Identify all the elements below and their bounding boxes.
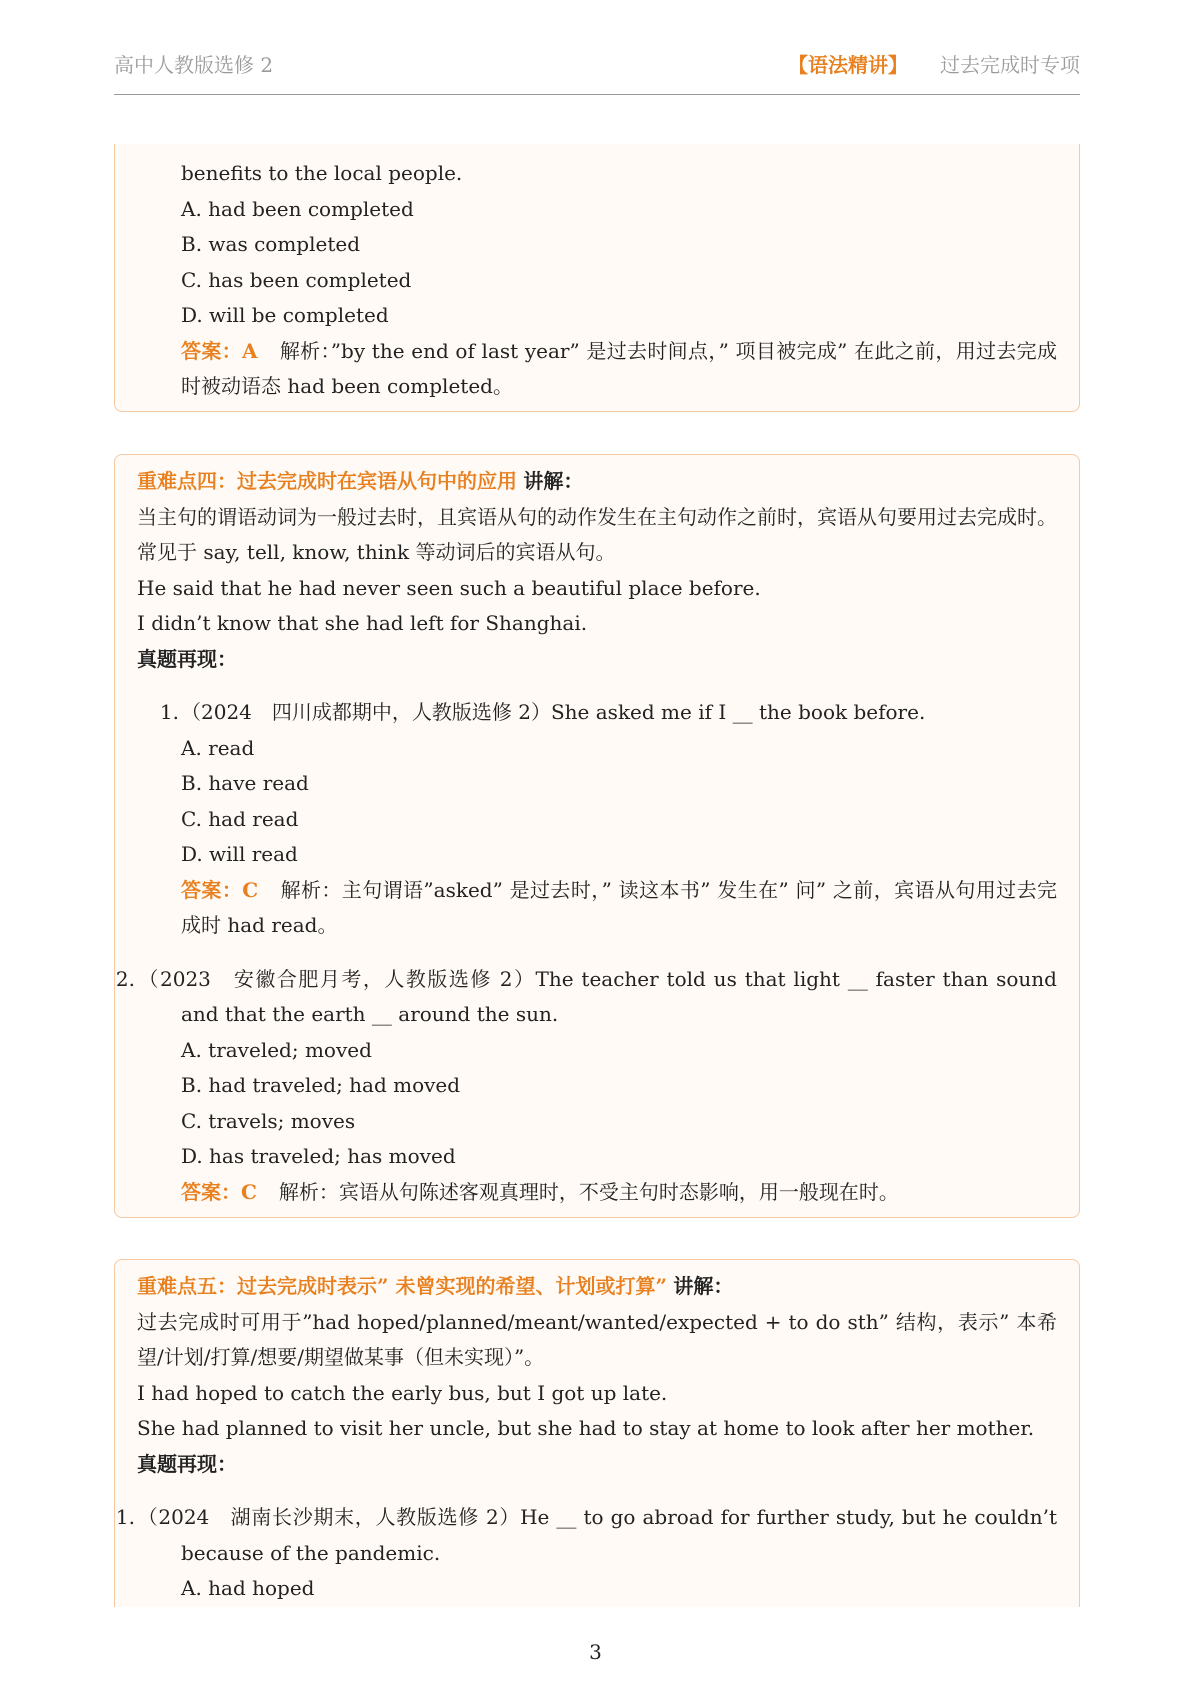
example-sentence: She had planned to visit her uncle, but she had to stay at home to look after her mother.: [137, 1416, 1035, 1440]
page-header: [114, 46, 1080, 80]
answer-explanation: 解析：”by the end of last year” 是过去时间点，” 项目被完成” 在此之前，用过去完成时被动语态 had been completed。: [181, 338, 1057, 398]
key-point-title-suffix: 讲解：: [673, 1274, 734, 1298]
option-a: A. read: [181, 735, 255, 760]
key-point-title: 重难点四：过去完成时在宾语从句中的应用: [137, 469, 517, 493]
header-section-tag: 【语法精讲】: [788, 52, 908, 77]
key-point-four-box: [114, 454, 1080, 1218]
option-d: D. will be completed: [181, 303, 389, 327]
option-d: D. has traveled; has moved: [181, 1144, 456, 1168]
option-b: B. have read: [181, 771, 309, 795]
example-sentence: He said that he had never seen such a beautiful place before.: [137, 575, 761, 600]
question-number: 2.: [115, 966, 135, 991]
option-d: D. will read: [181, 842, 298, 866]
option-a: A. had been completed: [181, 196, 414, 221]
question-stem-row: [115, 962, 1057, 1033]
option-a: A. traveled; moved: [181, 1037, 372, 1062]
option-c: C. travels; moves: [181, 1108, 356, 1133]
key-point-five-box: [114, 1259, 1080, 1607]
answer-row: [181, 1175, 1057, 1211]
question-stem: （2024 四川成都期中，人教版选修 2）She asked me if I __ the book before.: [181, 700, 926, 724]
exam-question-1: [137, 695, 1057, 944]
question-stem-row: [115, 1500, 1057, 1571]
key-point-title-row: [137, 464, 1057, 500]
question-continuation: benefits to the local people.: [181, 161, 463, 185]
key-point-title: 重难点五：过去完成时表示” 未曾实现的希望、计划或打算”: [137, 1274, 667, 1298]
question-stem: （2023 安徽合肥月考，人教版选修 2）The teacher told us that light __ faster than sound and that the earth __ around the sun.: [137, 966, 1057, 1026]
real-exam-heading: 真题再现：: [137, 646, 237, 671]
header-divider: [114, 94, 1080, 95]
header-topic: 过去完成时专项: [940, 52, 1080, 77]
question-box-continued: [114, 144, 1080, 412]
option-c: C. had read: [181, 806, 299, 831]
example-sentence: I didn’t know that she had left for Shanghai.: [137, 611, 588, 635]
key-point-title-suffix: 讲解：: [523, 469, 584, 493]
option-b: B. was completed: [181, 232, 360, 256]
question-number: 1.: [159, 700, 179, 724]
answer-row: [181, 873, 1057, 944]
answer-label: 答案：C: [181, 1179, 257, 1204]
real-exam-heading: 真题再现：: [137, 1451, 237, 1476]
option-c: C. has been completed: [181, 267, 412, 292]
answer-label: 答案：C: [181, 877, 259, 902]
answer-label: 答案：A: [181, 338, 258, 363]
answer-explanation: 解析：主句谓语”asked” 是过去时，” 读这本书” 发生在” 问” 之前，宾语从句用过去完成时 had read。: [181, 877, 1057, 937]
question-number: 1.: [115, 1505, 135, 1529]
page-number: 3: [589, 1640, 602, 1664]
example-sentence: I had hoped to catch the early bus, but I got up late.: [137, 1380, 668, 1405]
key-point-explanation: 当主句的谓语动词为一般过去时，且宾语从句的动作发生在主句动作之前时，宾语从句要用过去完成时。常见于 say, tell, know, think 等动词后的宾语从句。: [137, 504, 1057, 564]
key-point-title-row: [137, 1269, 1057, 1305]
exam-question-2: [115, 962, 1057, 1211]
answer-row: [181, 334, 1057, 405]
option-a: A. had hoped: [181, 1576, 315, 1600]
header-course: 高中人教版选修 2: [114, 52, 274, 77]
option-b: B. had traveled; had moved: [181, 1073, 461, 1097]
question-stem: （2024 湖南长沙期末，人教版选修 2）He __ to go abroad for further study, but he couldn’t because of the pandemic.: [137, 1505, 1057, 1565]
answer-explanation: 解析：宾语从句陈述客观真理时，不受主句时态影响，用一般现在时。: [278, 1179, 899, 1204]
question-stem-row: [159, 695, 1057, 731]
key-point-explanation: 过去完成时可用于”had hoped/planned/meant/wanted/expected + to do sth” 结构，表示” 本希望/计划/打算/想要/期望做某事（但未实现）”。: [137, 1309, 1057, 1369]
exam-question-1: [115, 1500, 1057, 1607]
